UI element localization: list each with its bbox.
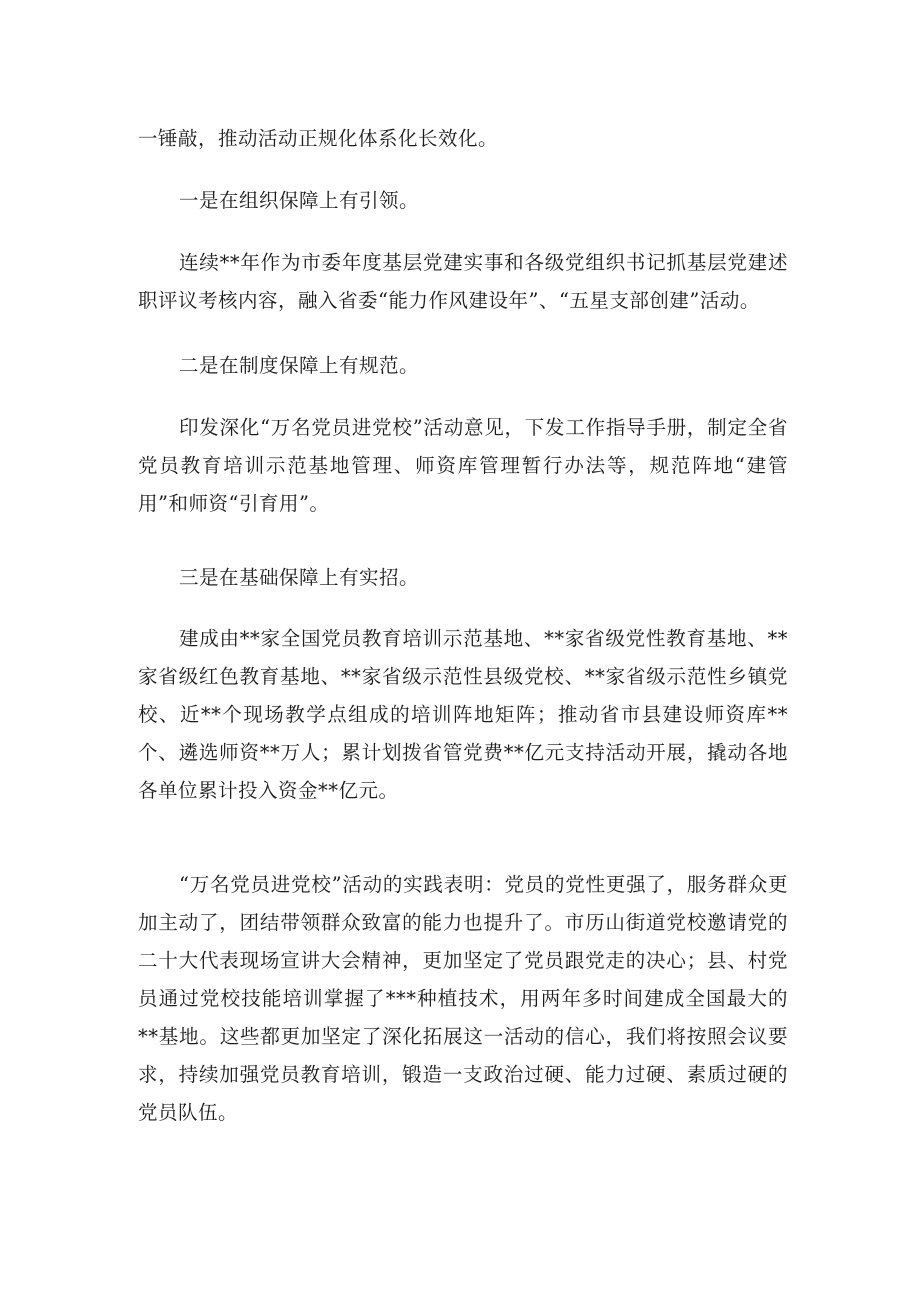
paragraph-foundation-detail: 建成由**家全国党员教育培训示范基地、**家省级党性教育基地、**家省级红色教育基地、**家省级示范性县级党校、**家省级示范性乡镇党校、近**个现场教学点组成的培训阵地矩阵；推动省市县建设师资库**个、遴选师资**万人；累计划拨省管党费**亿元支持活动开展，撬动各地各单位累计投入资金**亿元。 (138, 627, 788, 802)
paragraph-heading-foundation: 三是在基础保障上有实招。 (179, 566, 420, 589)
paragraph-summary: “万名党员进党校”活动的实践表明：党员的党性更强了，服务群众更加主动了，团结带领群众致富的能力也提升了。市历山街道党校邀请党的二十大代表现场宣讲大会精神，更加坚定了党员跟党走的决心；县、村党员通过党校技能培训掌握了***种植技术，用两年多时间建成全国最大的**基地。这些都更加坚定了深化拓展这一活动的信心，我们将按照会议要求，持续加强党员教育培训，锻造一支政治过硬、能力过硬、素质过硬的党员队伍。 (138, 873, 788, 1124)
paragraph-organization-detail: 连续**年作为市委年度基层党建实事和各级党组织书记抓基层党建述职评议考核内容，融入省委“能力作风建设年”、“五星支部创建”活动。 (138, 251, 788, 312)
paragraph-heading-organization: 一是在组织保障上有引领。 (179, 189, 420, 212)
paragraph-heading-system: 二是在制度保障上有规范。 (179, 354, 420, 377)
paragraph-system-detail: 印发深化“万名党员进党校”活动意见，下发工作指导手册，制定全省党员教育培训示范基地管理、师资库管理暂行办法等，规范阵地“建管用”和师资“引育用”。 (138, 416, 788, 515)
paragraph-continuation: 一锤敲，推动活动正规化体系化长效化。 (138, 127, 499, 150)
